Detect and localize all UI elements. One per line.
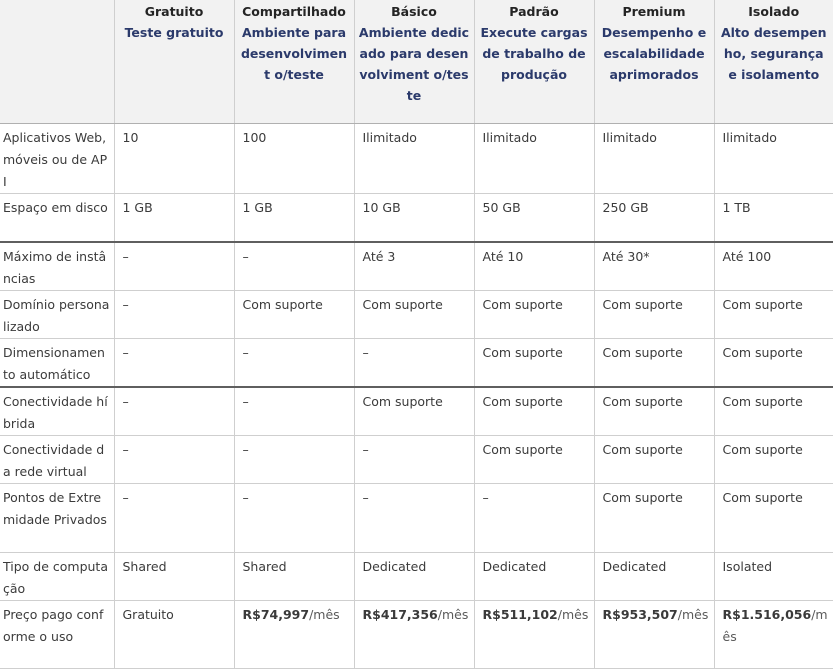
feature-label: Espaço em disco	[0, 194, 114, 243]
tier-header-gratuito	[114, 0, 234, 124]
feature-value: Até 30*	[594, 242, 714, 291]
feature-row-apps	[0, 124, 833, 194]
price-cell	[594, 601, 714, 669]
feature-label: Tipo de computação	[0, 553, 114, 601]
feature-value: –	[234, 339, 354, 388]
feature-value: Com suporte	[714, 339, 833, 388]
tier-name: Isolado	[748, 4, 800, 19]
tier-name: Compartilhado	[242, 4, 346, 19]
feature-value: –	[474, 484, 594, 553]
feature-value: 250 GB	[594, 194, 714, 243]
feature-label: Aplicativos Web, móveis ou de API	[0, 124, 114, 194]
feature-row-hybrid	[0, 387, 833, 436]
feature-value: 100	[234, 124, 354, 194]
tier-header-basico	[354, 0, 474, 124]
tier-name: Padrão	[509, 4, 559, 19]
feature-label: Pontos de Extremidade Privados	[0, 484, 114, 553]
tier-description: Ambiente para desenvolviment o/teste	[240, 25, 348, 82]
feature-value: –	[354, 484, 474, 553]
tier-name: Gratuito	[144, 4, 204, 19]
feature-value: Com suporte	[714, 484, 833, 553]
feature-value: Com suporte	[474, 387, 594, 436]
tier-header-premium	[594, 0, 714, 124]
feature-row-private-endpoints	[0, 484, 833, 553]
feature-label: Conectividade da rede virtual	[0, 436, 114, 484]
feature-value: –	[114, 484, 234, 553]
feature-value: Ilimitado	[474, 124, 594, 194]
price-amount: R$953,507	[602, 607, 678, 622]
feature-value: 1 GB	[114, 194, 234, 243]
feature-value: Shared	[234, 553, 354, 601]
feature-value: –	[114, 242, 234, 291]
tier-header-row	[0, 0, 833, 124]
feature-value: 1 GB	[234, 194, 354, 243]
feature-value: –	[234, 242, 354, 291]
feature-label: Dimensionamento automático	[0, 339, 114, 388]
feature-value: Dedicated	[594, 553, 714, 601]
feature-value: Com suporte	[594, 339, 714, 388]
feature-value: Ilimitado	[714, 124, 833, 194]
feature-value: Com suporte	[714, 436, 833, 484]
feature-value: –	[234, 484, 354, 553]
feature-value: Com suporte	[594, 387, 714, 436]
feature-label: Domínio personalizado	[0, 291, 114, 339]
feature-row-autoscale	[0, 339, 833, 388]
feature-value: Com suporte	[594, 484, 714, 553]
price-free: Gratuito	[114, 601, 234, 669]
price-amount: R$417,356	[362, 607, 438, 622]
price-cell	[234, 601, 354, 669]
price-unit: /mês	[309, 607, 340, 622]
feature-value: Shared	[114, 553, 234, 601]
price-row	[0, 601, 833, 669]
price-cell	[354, 601, 474, 669]
price-amount: R$511,102	[482, 607, 558, 622]
feature-value: Com suporte	[594, 291, 714, 339]
feature-value: Com suporte	[474, 436, 594, 484]
feature-value: Com suporte	[714, 387, 833, 436]
feature-value: Dedicated	[474, 553, 594, 601]
tier-description: Desempenho e escalabilidade aprimorados	[601, 25, 707, 82]
feature-value: Com suporte	[354, 387, 474, 436]
feature-value: –	[354, 339, 474, 388]
feature-value: 50 GB	[474, 194, 594, 243]
tier-name: Básico	[391, 4, 437, 19]
feature-value: –	[114, 387, 234, 436]
feature-value: –	[234, 436, 354, 484]
feature-value: Ilimitado	[354, 124, 474, 194]
price-label: Preço pago conforme o uso	[0, 601, 114, 669]
tier-description: Ambiente dedicado para desenvolviment o/teste	[358, 25, 470, 103]
feature-value: Dedicated	[354, 553, 474, 601]
feature-value: Isolated	[714, 553, 833, 601]
tier-description: Alto desempenho, segurança e isolamento	[720, 25, 827, 82]
feature-value: 1 TB	[714, 194, 833, 243]
tier-description: Execute cargas de trabalho de produção	[480, 25, 588, 82]
feature-value: Ilimitado	[594, 124, 714, 194]
tier-header-compartilhado	[234, 0, 354, 124]
price-unit: /mês	[722, 607, 828, 644]
feature-row-instances	[0, 242, 833, 291]
price-cell	[714, 601, 833, 669]
feature-row-vnet	[0, 436, 833, 484]
feature-value: –	[354, 436, 474, 484]
feature-row-compute-type	[0, 553, 833, 601]
tier-description: Teste gratuito	[124, 25, 224, 40]
feature-value: –	[114, 436, 234, 484]
feature-value: Com suporte	[594, 436, 714, 484]
feature-value: Com suporte	[714, 291, 833, 339]
feature-row-disk	[0, 194, 833, 243]
feature-value: Até 3	[354, 242, 474, 291]
price-amount: R$1.516,056	[722, 607, 812, 622]
feature-row-custom-domain	[0, 291, 833, 339]
feature-value: –	[114, 339, 234, 388]
feature-value: 10	[114, 124, 234, 194]
feature-label: Máximo de instâncias	[0, 242, 114, 291]
feature-value: Com suporte	[354, 291, 474, 339]
feature-value: Até 10	[474, 242, 594, 291]
price-amount: R$74,997	[242, 607, 310, 622]
tier-name: Premium	[622, 4, 686, 19]
price-unit: /mês	[557, 607, 589, 622]
feature-value: –	[114, 291, 234, 339]
tier-header-padrao	[474, 0, 594, 124]
feature-value: –	[234, 387, 354, 436]
price-cell	[474, 601, 594, 669]
price-unit: /mês	[677, 607, 709, 622]
feature-value: Com suporte	[234, 291, 354, 339]
header-corner-cell	[0, 0, 114, 124]
feature-value: Até 100	[714, 242, 833, 291]
feature-label: Conectividade híbrida	[0, 387, 114, 436]
feature-value: Com suporte	[474, 339, 594, 388]
feature-value: 10 GB	[354, 194, 474, 243]
tier-header-isolado	[714, 0, 833, 124]
feature-value: Com suporte	[474, 291, 594, 339]
price-unit: /mês	[437, 607, 469, 622]
